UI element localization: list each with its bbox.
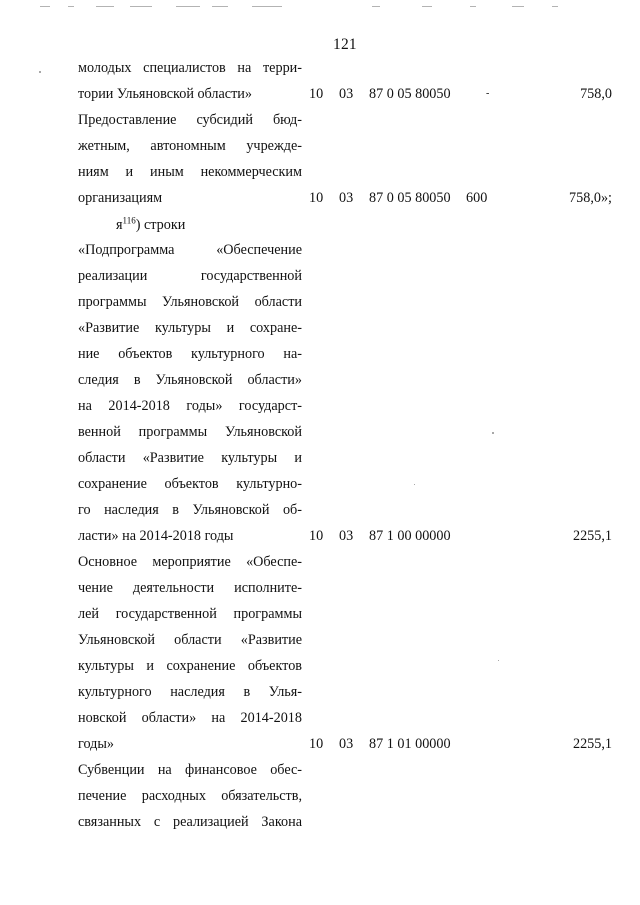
target-article-code: 87 1 00 00000 <box>369 528 451 544</box>
scan-artifact-top <box>0 6 640 14</box>
row-description-line: тории Ульяновской области» <box>78 86 252 102</box>
subsection-code: 03 <box>339 736 354 752</box>
row-description-line: на 2014-2018 годы» государст- <box>78 398 302 414</box>
row-description-line: культурного наследия в Улья- <box>78 684 302 700</box>
row-description <box>78 107 302 211</box>
amount: 2255,1 <box>572 528 612 544</box>
row-description <box>78 757 302 835</box>
row-description-line: жетным, автономным учрежде- <box>78 138 302 154</box>
subsection-code: 03 <box>339 528 354 544</box>
target-article-code: 87 0 05 80050 <box>369 86 451 102</box>
row-description <box>78 55 302 107</box>
row-description-line: следия в Ульяновской области» <box>78 372 302 388</box>
item-label-prefix: я <box>116 217 123 233</box>
item-label-suffix: ) строки <box>135 217 186 233</box>
row-description-line: годы» <box>78 736 114 752</box>
subsection-code: 03 <box>339 190 354 206</box>
row-description-line: связанных с реализацией Закона <box>78 814 302 830</box>
scan-speck <box>492 432 494 434</box>
row-description-line: лей государственной программы <box>78 606 302 622</box>
amount: 758,0 <box>580 86 612 102</box>
row-description-line: чение деятельности исполните- <box>78 580 302 596</box>
row-description-line: венной программы Ульяновской <box>78 424 302 440</box>
row-description-line: «Развитие культуры и сохране- <box>78 320 302 336</box>
row-description-line: «Подпрограмма «Обеспечение <box>78 242 302 258</box>
row-description-line: печение расходных обязательств, <box>78 788 302 804</box>
row-description-line: новской области» на 2014-2018 <box>78 710 302 726</box>
row-description-line: го наследия в Ульяновской об- <box>78 502 302 518</box>
page-number: 121 <box>333 36 357 53</box>
scan-speck <box>39 71 41 73</box>
row-description-line: Ульяновской области «Развитие <box>78 632 302 648</box>
expense-type-code: 600 <box>466 190 488 206</box>
scan-speck <box>498 660 499 661</box>
row-description-line: Основное мероприятие «Обеспе- <box>78 554 302 570</box>
section-code: 10 <box>309 190 324 206</box>
target-article-code: 87 0 05 80050 <box>369 190 451 206</box>
amount: 758,0»; <box>569 190 612 206</box>
row-description-line: ние объектов культурного на- <box>78 346 302 362</box>
section-code: 10 <box>309 736 324 752</box>
section-code: 10 <box>309 528 324 544</box>
row-description <box>78 237 302 549</box>
row-description-line: сохранение объектов культурно- <box>78 476 302 492</box>
row-description-line: области «Развитие культуры и <box>78 450 302 466</box>
amount: 2255,1 <box>572 736 612 752</box>
row-description-line: ласти» на 2014-2018 годы <box>78 528 234 544</box>
scan-speck <box>414 484 415 485</box>
row-description-line: реализации государственной <box>78 268 302 284</box>
row-description-line: молодых специалистов на терри- <box>78 60 302 76</box>
row-description-line: ниям и иным некоммерческим <box>78 164 302 180</box>
expense-type-code: - <box>486 88 490 99</box>
row-description-line: организациям <box>78 190 163 206</box>
item-label-sup: 116 <box>122 215 136 226</box>
subsection-code: 03 <box>339 86 354 102</box>
row-description-line: Предоставление субсидий бюд- <box>78 112 302 128</box>
item-label <box>116 212 185 238</box>
row-description-line: программы Ульяновской области <box>78 294 302 310</box>
row-description-line: Субвенции на финансовое обес- <box>78 762 302 778</box>
section-code: 10 <box>309 86 324 102</box>
row-description-line: культуры и сохранение объектов <box>78 658 302 674</box>
target-article-code: 87 1 01 00000 <box>369 736 451 752</box>
row-description <box>78 549 302 757</box>
